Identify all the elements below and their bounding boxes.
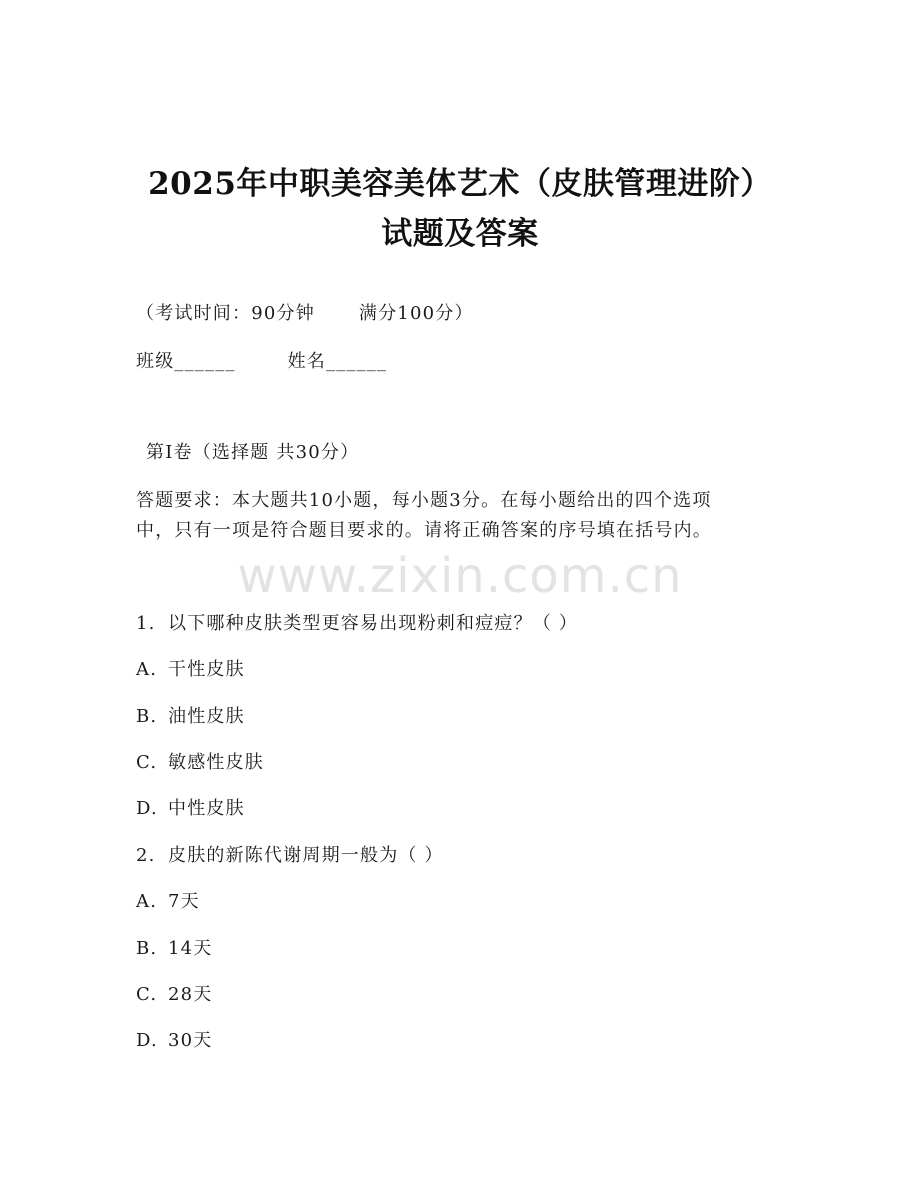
option-text: 中性皮肤 <box>168 798 245 819</box>
option-label: D. <box>136 1030 158 1051</box>
exam-time: （考试时间：90分钟 <box>136 303 315 324</box>
option-label: A. <box>136 891 158 912</box>
class-field: 班级______ <box>136 351 236 372</box>
full-score: 满分100分） <box>358 303 474 324</box>
question-1-option-c <box>136 751 264 775</box>
question-1-stem <box>136 612 578 636</box>
option-label: B. <box>136 706 158 727</box>
question-2-option-a <box>136 890 200 914</box>
option-text: 油性皮肤 <box>168 706 245 727</box>
question-1-option-d <box>136 797 245 821</box>
student-info <box>136 350 387 374</box>
instruction-line-1: 答题要求：本大题共10小题，每小题3分。在每小题给出的四个选项 <box>136 490 712 511</box>
question-2-option-c <box>136 983 213 1007</box>
name-field: 姓名______ <box>287 351 388 372</box>
option-label: B. <box>136 938 158 959</box>
question-2-option-d <box>136 1029 213 1053</box>
question-text: 皮肤的新陈代谢周期一般为（ ） <box>168 845 444 866</box>
watermark: www.zixin.com.cn <box>237 548 683 604</box>
option-label: C. <box>136 752 158 773</box>
option-text: 28天 <box>168 984 213 1005</box>
option-label: D. <box>136 798 158 819</box>
exam-info <box>136 302 474 326</box>
doc-title-line-2: 试题及答案 <box>381 216 539 252</box>
instruction-line-2: 中，只有一项是符合题目要求的。请将正确答案的序号填在括号内。 <box>136 520 712 541</box>
question-2-option-b <box>136 937 213 961</box>
section-title: 第I卷（选择题 共30分） <box>146 442 360 463</box>
question-2-stem <box>136 844 444 868</box>
question-number: 1. <box>136 613 156 634</box>
question-text: 以下哪种皮肤类型更容易出现粉刺和痘痘？（ ） <box>168 613 579 634</box>
option-text: 7天 <box>168 891 200 912</box>
option-text: 30天 <box>168 1030 213 1051</box>
option-text: 14天 <box>168 938 213 959</box>
option-text: 敏感性皮肤 <box>168 752 264 773</box>
question-1-option-a <box>136 658 245 682</box>
doc-title-line-1: 2025年中职美容美体艺术（皮肤管理进阶） <box>148 166 772 202</box>
option-label: A. <box>136 659 158 680</box>
option-label: C. <box>136 984 158 1005</box>
option-text: 干性皮肤 <box>168 659 245 680</box>
question-1-option-b <box>136 705 245 729</box>
question-number: 2. <box>136 845 156 866</box>
